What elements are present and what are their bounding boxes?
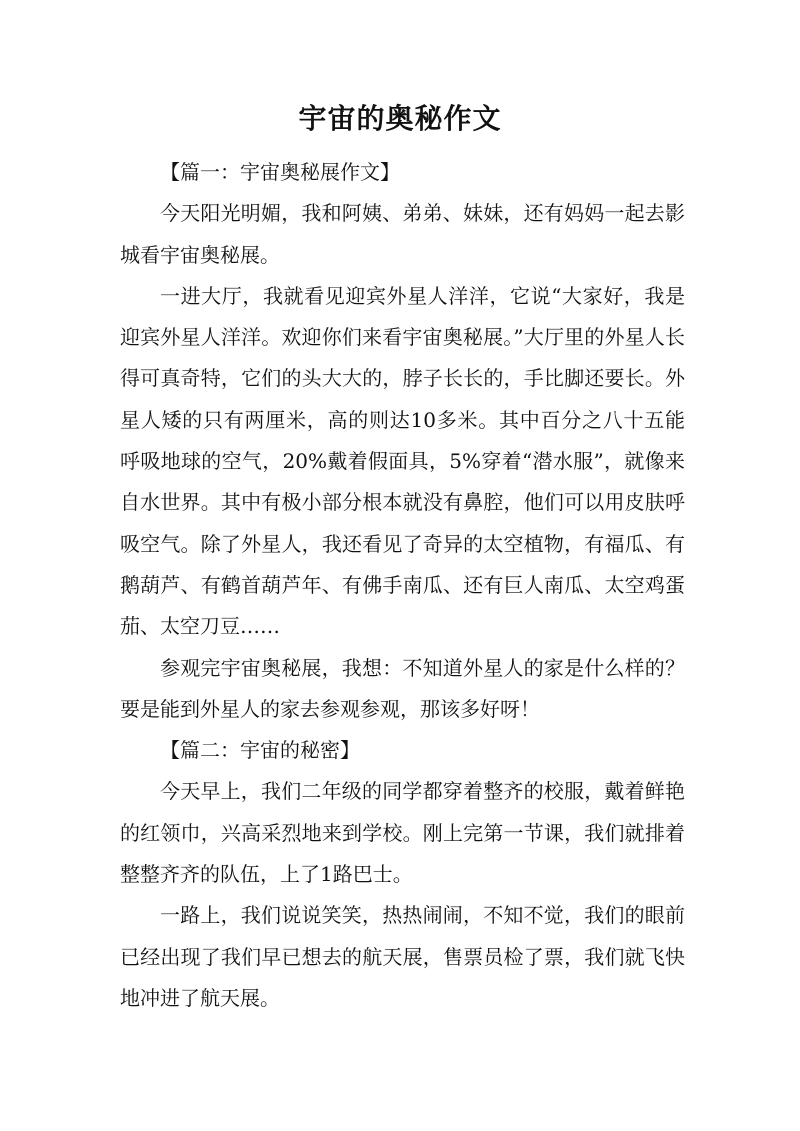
document-title: 宇宙的奥秘作文 xyxy=(298,102,502,135)
document-body xyxy=(120,152,685,1019)
paragraph-5: 一路上，我们说说笑笑，热热闹闹，不知不觉，我们的眼前已经出现了我们早已想去的航天展，售票员检了票，我们就飞快地冲进了航天展。 xyxy=(120,903,685,1010)
paragraph-1: 今天阳光明媚，我和阿姨、弟弟、妹妹，还有妈妈一起去影城看宇宙奥秘展。 xyxy=(120,201,685,267)
section-heading-1: 【篇一：宇宙奥秘展作文】 xyxy=(160,160,400,184)
section-heading-2: 【篇二：宇宙的秘密】 xyxy=(160,738,360,763)
paragraph-3: 参观完宇宙奥秘展，我想：不知道外星人的家是什么样的？要是能到外星人的家去参观参观，那该多好呀！ xyxy=(120,655,685,721)
paragraph-4: 今天早上，我们二年级的同学都穿着整齐的校服，戴着鲜艳的红领巾，兴高采烈地来到学校。刚上完第一节课，我们就排着整整齐齐的队伍，上了1路巴士。 xyxy=(120,779,685,887)
paragraph-2: 一进大厅，我就看见迎宾外星人洋洋，它说“大家好，我是迎宾外星人洋洋。欢迎你们来看宇宙奥秘展。”大厅里的外星人长得可真奇特，它们的头大大的，脖子长长的，手比脚还要长。外星人矮的只有两厘米，高的则达10多米。其中百分之八十五能呼吸地球的空气，20%戴着假面具，5%穿着“潜水服”，就像来自水世界。其中有极小部分根本就没有鼻腔，他们可以用皮肤呼吸空气。除了外星人，我还看见了奇异的太空植物，有福瓜、有鹅葫芦、有鹤首葫芦年、有佛手南瓜、还有巨人南瓜、太空鸡蛋茄、太空刀豆…… xyxy=(120,283,685,639)
